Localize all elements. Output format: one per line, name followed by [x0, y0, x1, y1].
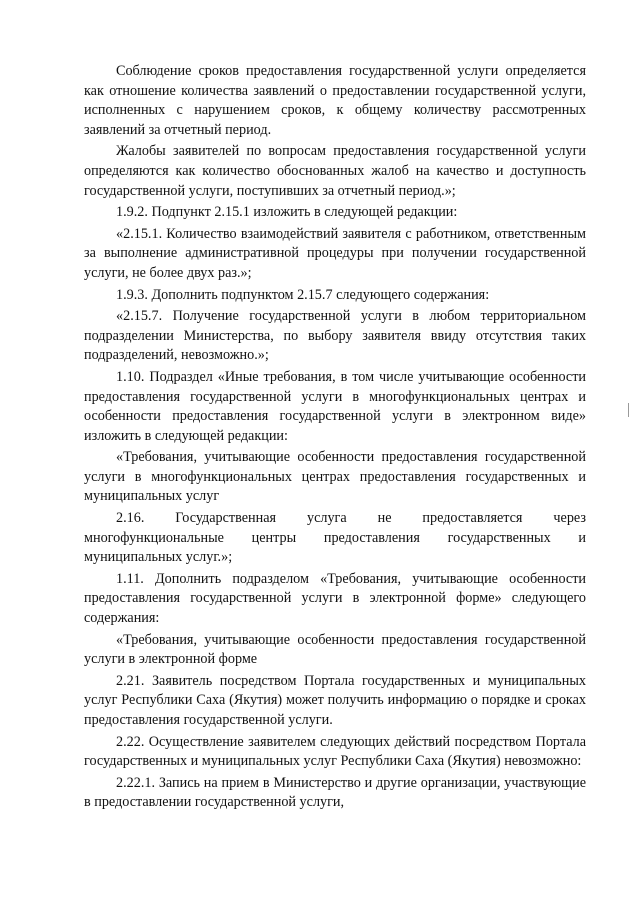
paragraph-1-10: 1.10. Подраздел «Иные требования, в том числе учитывающие особенности предоставления государственной услуги в многофункциональных центрах и особенности предоставления государственной услуги в электронном виде» изложить в следующей редакции:: [84, 368, 586, 444]
paragraph-mfc-requirements-heading: «Требования, учитывающие особенности предоставления государственной услуги в многофункциональных центрах предоставления государственных и муниципальных услуг: [84, 449, 586, 505]
paragraph-complaints: Жалобы заявителей по вопросам предоставления государственной услуги определяются как количество обоснованных жалоб на качество и доступность государственной услуги, поступивших за отчетный период.»;: [84, 143, 586, 199]
paragraph-2-21: 2.21. Заявитель посредством Портала государственных и муниципальных услуг Республики Саха (Якутия) может получить информацию о порядке и сроках предоставления государственной услуги.: [84, 672, 586, 728]
paragraph-deadline-compliance: Соблюдение сроков предоставления государственной услуги определяется как отношение количества заявлений о предоставлении государственной услуги, исполненных с нарушением сроков, к общему количеству рассмотренных заявлений за отчетный период.: [84, 63, 586, 138]
paragraph-2-22-1: 2.22.1. Запись на прием в Министерство и другие организации, участвующие в предоставлении государственной услуги,: [84, 774, 586, 811]
paragraph-1-9-2: 1.9.2. Подпункт 2.15.1 изложить в следующей редакции:: [116, 204, 458, 221]
paragraph-1-9-3: 1.9.3. Дополнить подпунктом 2.15.7 следующего содержания:: [116, 286, 490, 303]
paragraph-1-11: 1.11. Дополнить подразделом «Требования, учитывающие особенности предоставления государственной услуги в электронной форме» следующего содержания:: [84, 570, 586, 627]
scan-margin-mark: [628, 403, 629, 417]
paragraph-2-16: 2.16. Государственная услуга не предоставляется через многофункциональные центры предоставления государственных и муниципальных услуг.»;: [84, 510, 586, 566]
paragraph-2-15-1: «2.15.1. Количество взаимодействий заявителя с работником, ответственным за выполнение административной процедуры при получении государственной услуги, не более двух раз.»;: [84, 225, 586, 281]
paragraph-2-22: 2.22. Осуществление заявителем следующих действий посредством Портала государственных и муниципальных услуг Республики Саха (Якутия) невозможно:: [84, 733, 586, 770]
paragraph-2-15-7: «2.15.7. Получение государственной услуги в любом территориальном подразделении Министерства, по выбору заявителя ввиду отсутствия таких подразделений, невозможно.»;: [84, 308, 586, 364]
document-page: [84, 62, 586, 813]
paragraph-electronic-requirements-heading: «Требования, учитывающие особенности предоставления государственной услуги в электронной форме: [84, 631, 586, 668]
